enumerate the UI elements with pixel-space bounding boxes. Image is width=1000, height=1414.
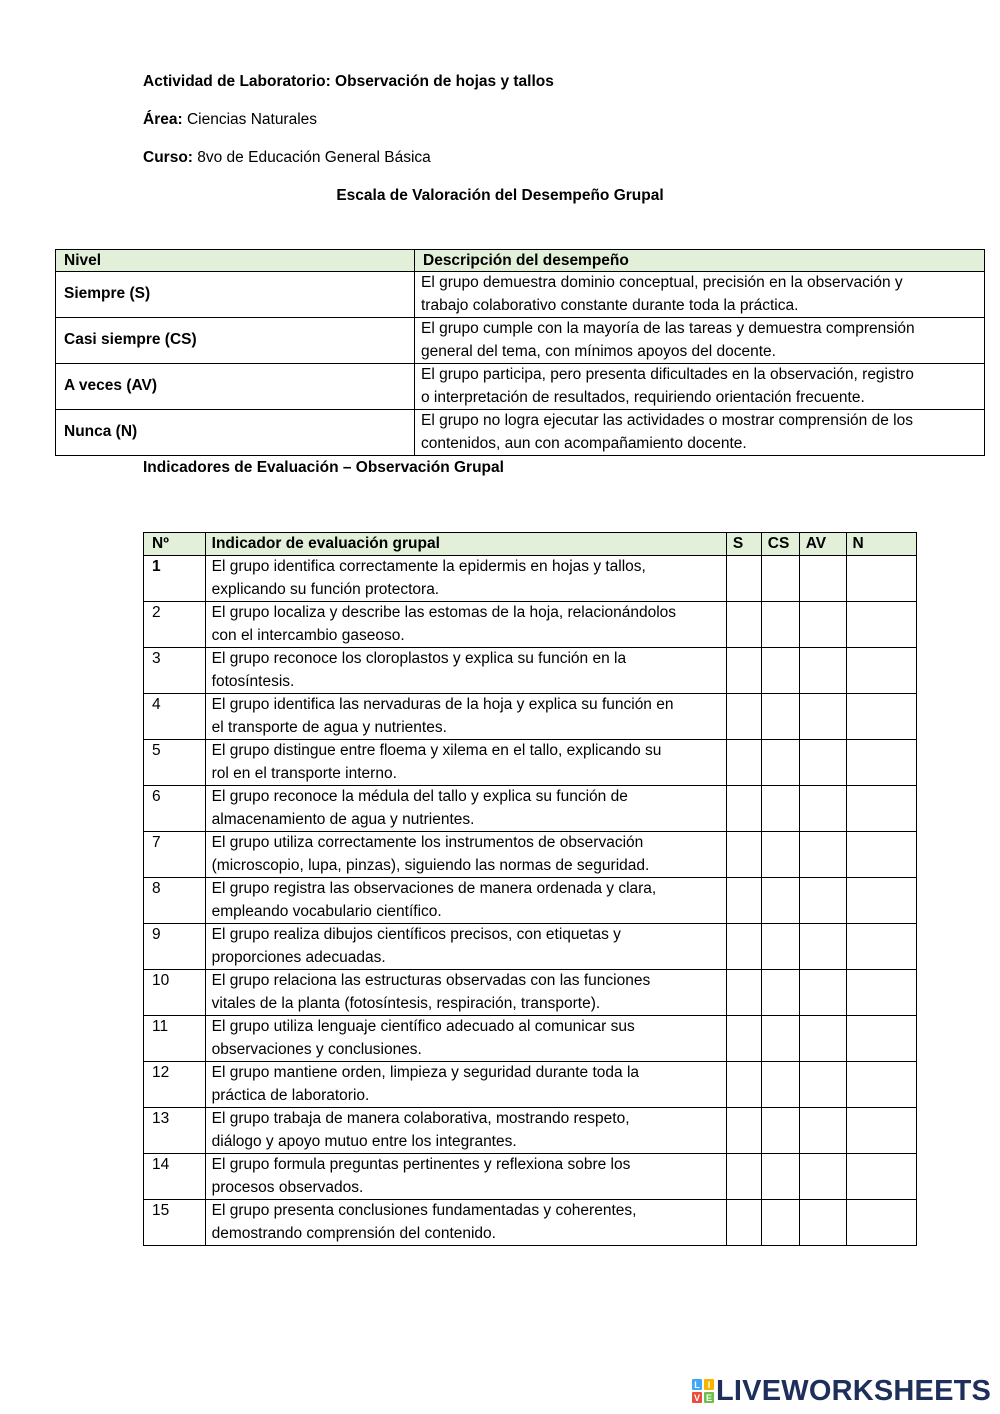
rating-cell-n[interactable] (846, 1200, 916, 1246)
indicator-text (205, 832, 726, 878)
rating-cell-cs[interactable] (761, 602, 799, 648)
rating-cell-s[interactable] (726, 1062, 761, 1108)
indicator-text-line: (microscopio, lupa, pinzas), siguiendo las normas de seguridad. (211, 856, 650, 874)
indicator-text-line: fotosíntesis. (211, 672, 295, 690)
scale-description-line: trabajo colaborativo constante durante toda la práctica. (421, 296, 799, 314)
rating-cell-av[interactable] (799, 1200, 846, 1246)
area-line (143, 111, 317, 129)
indicator-text (205, 1108, 726, 1154)
rating-cell-av[interactable] (799, 832, 846, 878)
indicator-text-line: El grupo relaciona las estructuras observadas con las funciones (211, 972, 651, 989)
scale-description-line: El grupo no logra ejecutar las actividades o mostrar comprensión de los (421, 412, 913, 429)
indicator-text-line: el transporte de agua y nutrientes. (211, 718, 447, 736)
area-value: Ciencias Naturales (182, 111, 318, 128)
logo-letter-v: V (693, 1393, 701, 1403)
indicator-text-line: El grupo trabaja de manera colaborativa, mostrando respeto, (211, 1110, 630, 1127)
scale-level: Casi siempre (CS) (56, 318, 415, 364)
scale-row (56, 410, 985, 456)
indicator-text-line: El grupo identifica las nervaduras de la hoja y explica su función en (211, 696, 674, 713)
indicator-text-line: El grupo formula preguntas pertinentes y reflexiona sobre los (211, 1156, 631, 1173)
rating-cell-cs[interactable] (761, 1108, 799, 1154)
indicator-number: 6 (144, 786, 206, 832)
indicator-text-line: almacenamiento de agua y nutrientes. (211, 810, 475, 828)
rating-cell-s[interactable] (726, 556, 761, 602)
indicator-row (144, 1016, 917, 1062)
indicator-text-line: rol en el transporte interno. (211, 764, 397, 782)
indicator-text (205, 1062, 726, 1108)
indicator-text-line: demostrando comprensión del contenido. (211, 1224, 496, 1242)
rating-cell-s[interactable] (726, 1200, 761, 1246)
rating-cell-cs[interactable] (761, 740, 799, 786)
indicator-text-line: procesos observados. (211, 1178, 364, 1196)
header-number: Nº (144, 533, 206, 556)
rating-cell-n[interactable] (846, 1108, 916, 1154)
indicator-text (205, 740, 726, 786)
header-indicator: Indicador de evaluación grupal (205, 533, 726, 556)
rating-cell-cs[interactable] (761, 924, 799, 970)
rating-cell-s[interactable] (726, 648, 761, 694)
rating-cell-n[interactable] (846, 694, 916, 740)
indicator-text-line: El grupo presenta conclusiones fundamentadas y coherentes, (211, 1202, 637, 1219)
rating-cell-n[interactable] (846, 1016, 916, 1062)
rating-cell-av[interactable] (799, 740, 846, 786)
scale-description (415, 364, 985, 410)
indicator-text (205, 1200, 726, 1246)
rating-cell-n[interactable] (846, 786, 916, 832)
scale-level: A veces (AV) (56, 364, 415, 410)
course-line (143, 149, 431, 167)
logo-letter-l: L (694, 1380, 700, 1390)
course-label: Curso: (143, 149, 193, 166)
indicator-number: 1 (144, 556, 206, 602)
rating-cell-s[interactable] (726, 1108, 761, 1154)
indicator-row (144, 878, 917, 924)
rating-cell-s[interactable] (726, 1154, 761, 1200)
rating-cell-av[interactable] (799, 1016, 846, 1062)
indicator-number: 9 (144, 924, 206, 970)
indicator-text (205, 648, 726, 694)
liveworksheets-brand (692, 1376, 991, 1406)
scale-description-line: contenidos, aun con acompañamiento docente. (421, 434, 747, 452)
scale-description-line: El grupo cumple con la mayoría de las tareas y demuestra comprensión (421, 320, 915, 337)
indicator-text-line: El grupo realiza dibujos científicos precisos, con etiquetas y (211, 926, 621, 943)
indicator-text-line: explicando su función protectora. (211, 580, 440, 598)
indicator-row (144, 556, 917, 602)
scale-table (55, 249, 985, 456)
indicator-text-line: empleando vocabulario científico. (211, 902, 442, 920)
rating-cell-n[interactable] (846, 924, 916, 970)
rating-cell-s[interactable] (726, 970, 761, 1016)
rating-cell-n[interactable] (846, 556, 916, 602)
indicator-row (144, 740, 917, 786)
indicator-number: 4 (144, 694, 206, 740)
indicator-row (144, 786, 917, 832)
rating-cell-n[interactable] (846, 648, 916, 694)
scale-header-description: Descripción del desempeño (415, 250, 985, 272)
rating-cell-av[interactable] (799, 648, 846, 694)
indicator-text (205, 970, 726, 1016)
indicator-row (144, 1154, 917, 1200)
indicator-row (144, 648, 917, 694)
rating-cell-s[interactable] (726, 924, 761, 970)
scale-description-line: El grupo demuestra dominio conceptual, precisión en la observación y (421, 274, 903, 291)
rating-cell-cs[interactable] (761, 1154, 799, 1200)
document-title: Actividad de Laboratorio: Observación de hojas y tallos (143, 73, 554, 90)
indicator-text-line: proporciones adecuadas. (211, 948, 386, 966)
indicator-row (144, 694, 917, 740)
rating-cell-n[interactable] (846, 740, 916, 786)
rating-cell-s[interactable] (726, 602, 761, 648)
indicator-text (205, 1016, 726, 1062)
rating-cell-cs[interactable] (761, 1016, 799, 1062)
indicator-row (144, 924, 917, 970)
indicator-number: 8 (144, 878, 206, 924)
scale-description-line: o interpretación de resultados, requiriendo orientación frecuente. (421, 388, 865, 406)
indicator-text-line: diálogo y apoyo mutuo entre los integrantes. (211, 1132, 517, 1150)
rating-cell-av[interactable] (799, 970, 846, 1016)
indicator-text-line: El grupo mantiene orden, limpieza y seguridad durante toda la (211, 1064, 640, 1081)
rating-cell-av[interactable] (799, 1108, 846, 1154)
rating-cell-av[interactable] (799, 878, 846, 924)
scale-row (56, 272, 985, 318)
indicators-header-row (144, 533, 917, 556)
indicator-row (144, 1062, 917, 1108)
rating-cell-s[interactable] (726, 878, 761, 924)
rating-cell-cs[interactable] (761, 970, 799, 1016)
rating-cell-av[interactable] (799, 694, 846, 740)
indicator-number: 7 (144, 832, 206, 878)
indicator-text-line: El grupo localiza y describe las estomas de la hoja, relacionándolos (211, 604, 677, 621)
indicator-text (205, 786, 726, 832)
indicator-text (205, 694, 726, 740)
indicator-row (144, 602, 917, 648)
course-value: 8vo de Educación General Básica (192, 149, 431, 166)
indicator-number: 2 (144, 602, 206, 648)
rating-cell-cs[interactable] (761, 786, 799, 832)
indicator-number: 15 (144, 1200, 206, 1246)
scale-row (56, 364, 985, 410)
rating-cell-s[interactable] (726, 694, 761, 740)
rating-cell-n[interactable] (846, 832, 916, 878)
logo-letter-e: E (705, 1393, 713, 1403)
rating-cell-av[interactable] (799, 786, 846, 832)
indicator-text (205, 924, 726, 970)
indicator-text (205, 602, 726, 648)
rating-cell-cs[interactable] (761, 556, 799, 602)
rating-cell-cs[interactable] (761, 694, 799, 740)
rating-cell-av[interactable] (799, 1062, 846, 1108)
indicator-number: 5 (144, 740, 206, 786)
rating-cell-cs[interactable] (761, 832, 799, 878)
header-s: S (726, 533, 761, 556)
indicators-title: Indicadores de Evaluación – Observación Grupal (143, 459, 504, 476)
indicator-number: 3 (144, 648, 206, 694)
rating-cell-cs[interactable] (761, 1200, 799, 1246)
scale-description (415, 318, 985, 364)
indicator-text-line: El grupo utiliza lenguaje científico adecuado al comunicar sus (211, 1018, 635, 1035)
rating-cell-s[interactable] (726, 740, 761, 786)
scale-level: Siempre (S) (56, 272, 415, 318)
indicator-number: 13 (144, 1108, 206, 1154)
indicator-text-line: El grupo registra las observaciones de manera ordenada y clara, (211, 880, 657, 897)
area-label: Área: (143, 111, 183, 128)
rating-cell-av[interactable] (799, 1154, 846, 1200)
indicator-text-line: observaciones y conclusiones. (211, 1040, 422, 1058)
rating-cell-s[interactable] (726, 832, 761, 878)
indicator-number: 14 (144, 1154, 206, 1200)
header-n: N (846, 533, 916, 556)
indicator-text (205, 556, 726, 602)
indicator-text-line: con el intercambio gaseoso. (211, 626, 405, 644)
indicator-text-line: práctica de laboratorio. (211, 1086, 370, 1104)
indicator-text (205, 878, 726, 924)
indicator-number: 10 (144, 970, 206, 1016)
indicator-text (205, 1154, 726, 1200)
indicator-number: 12 (144, 1062, 206, 1108)
liveworksheets-logo-icon (692, 1379, 714, 1403)
indicators-table (143, 532, 917, 1246)
indicator-text-line: El grupo reconoce los cloroplastos y explica su función en la (211, 650, 627, 667)
rating-cell-cs[interactable] (761, 648, 799, 694)
rating-cell-n[interactable] (846, 878, 916, 924)
rating-cell-cs[interactable] (761, 878, 799, 924)
rating-cell-av[interactable] (799, 602, 846, 648)
indicator-text-line: vitales de la planta (fotosíntesis, respiración, transporte). (211, 994, 601, 1012)
indicator-text-line: El grupo reconoce la médula del tallo y explica su función de (211, 788, 628, 805)
rating-cell-n[interactable] (846, 602, 916, 648)
scale-title: Escala de Valoración del Desempeño Grupal (336, 187, 664, 204)
scale-description-line: general del tema, con mínimos apoyos del docente. (421, 342, 776, 360)
rating-cell-av[interactable] (799, 556, 846, 602)
indicator-text-line: El grupo distingue entre floema y xilema en el tallo, explicando su (211, 742, 662, 759)
header-cs: CS (761, 533, 799, 556)
logo-letter-i: I (707, 1380, 711, 1390)
indicator-row (144, 970, 917, 1016)
rating-cell-s[interactable] (726, 786, 761, 832)
scale-description (415, 410, 985, 456)
indicator-row (144, 1108, 917, 1154)
scale-header-row (56, 250, 985, 272)
indicator-number: 11 (144, 1016, 206, 1062)
brand-text: LIVEWORKSHEETS (716, 1375, 992, 1407)
indicator-row (144, 832, 917, 878)
header-av: AV (799, 533, 846, 556)
scale-header-level: Nivel (56, 250, 415, 272)
scale-description (415, 272, 985, 318)
rating-cell-n[interactable] (846, 970, 916, 1016)
rating-cell-cs[interactable] (761, 1062, 799, 1108)
scale-row (56, 318, 985, 364)
rating-cell-s[interactable] (726, 1016, 761, 1062)
indicator-text-line: El grupo utiliza correctamente los instrumentos de observación (211, 834, 644, 851)
indicator-text-line: El grupo identifica correctamente la epidermis en hojas y tallos, (211, 558, 646, 575)
rating-cell-av[interactable] (799, 924, 846, 970)
rating-cell-n[interactable] (846, 1062, 916, 1108)
scale-description-line: El grupo participa, pero presenta dificultades en la observación, registro (421, 366, 914, 383)
scale-level: Nunca (N) (56, 410, 415, 456)
rating-cell-n[interactable] (846, 1154, 916, 1200)
indicator-row (144, 1200, 917, 1246)
